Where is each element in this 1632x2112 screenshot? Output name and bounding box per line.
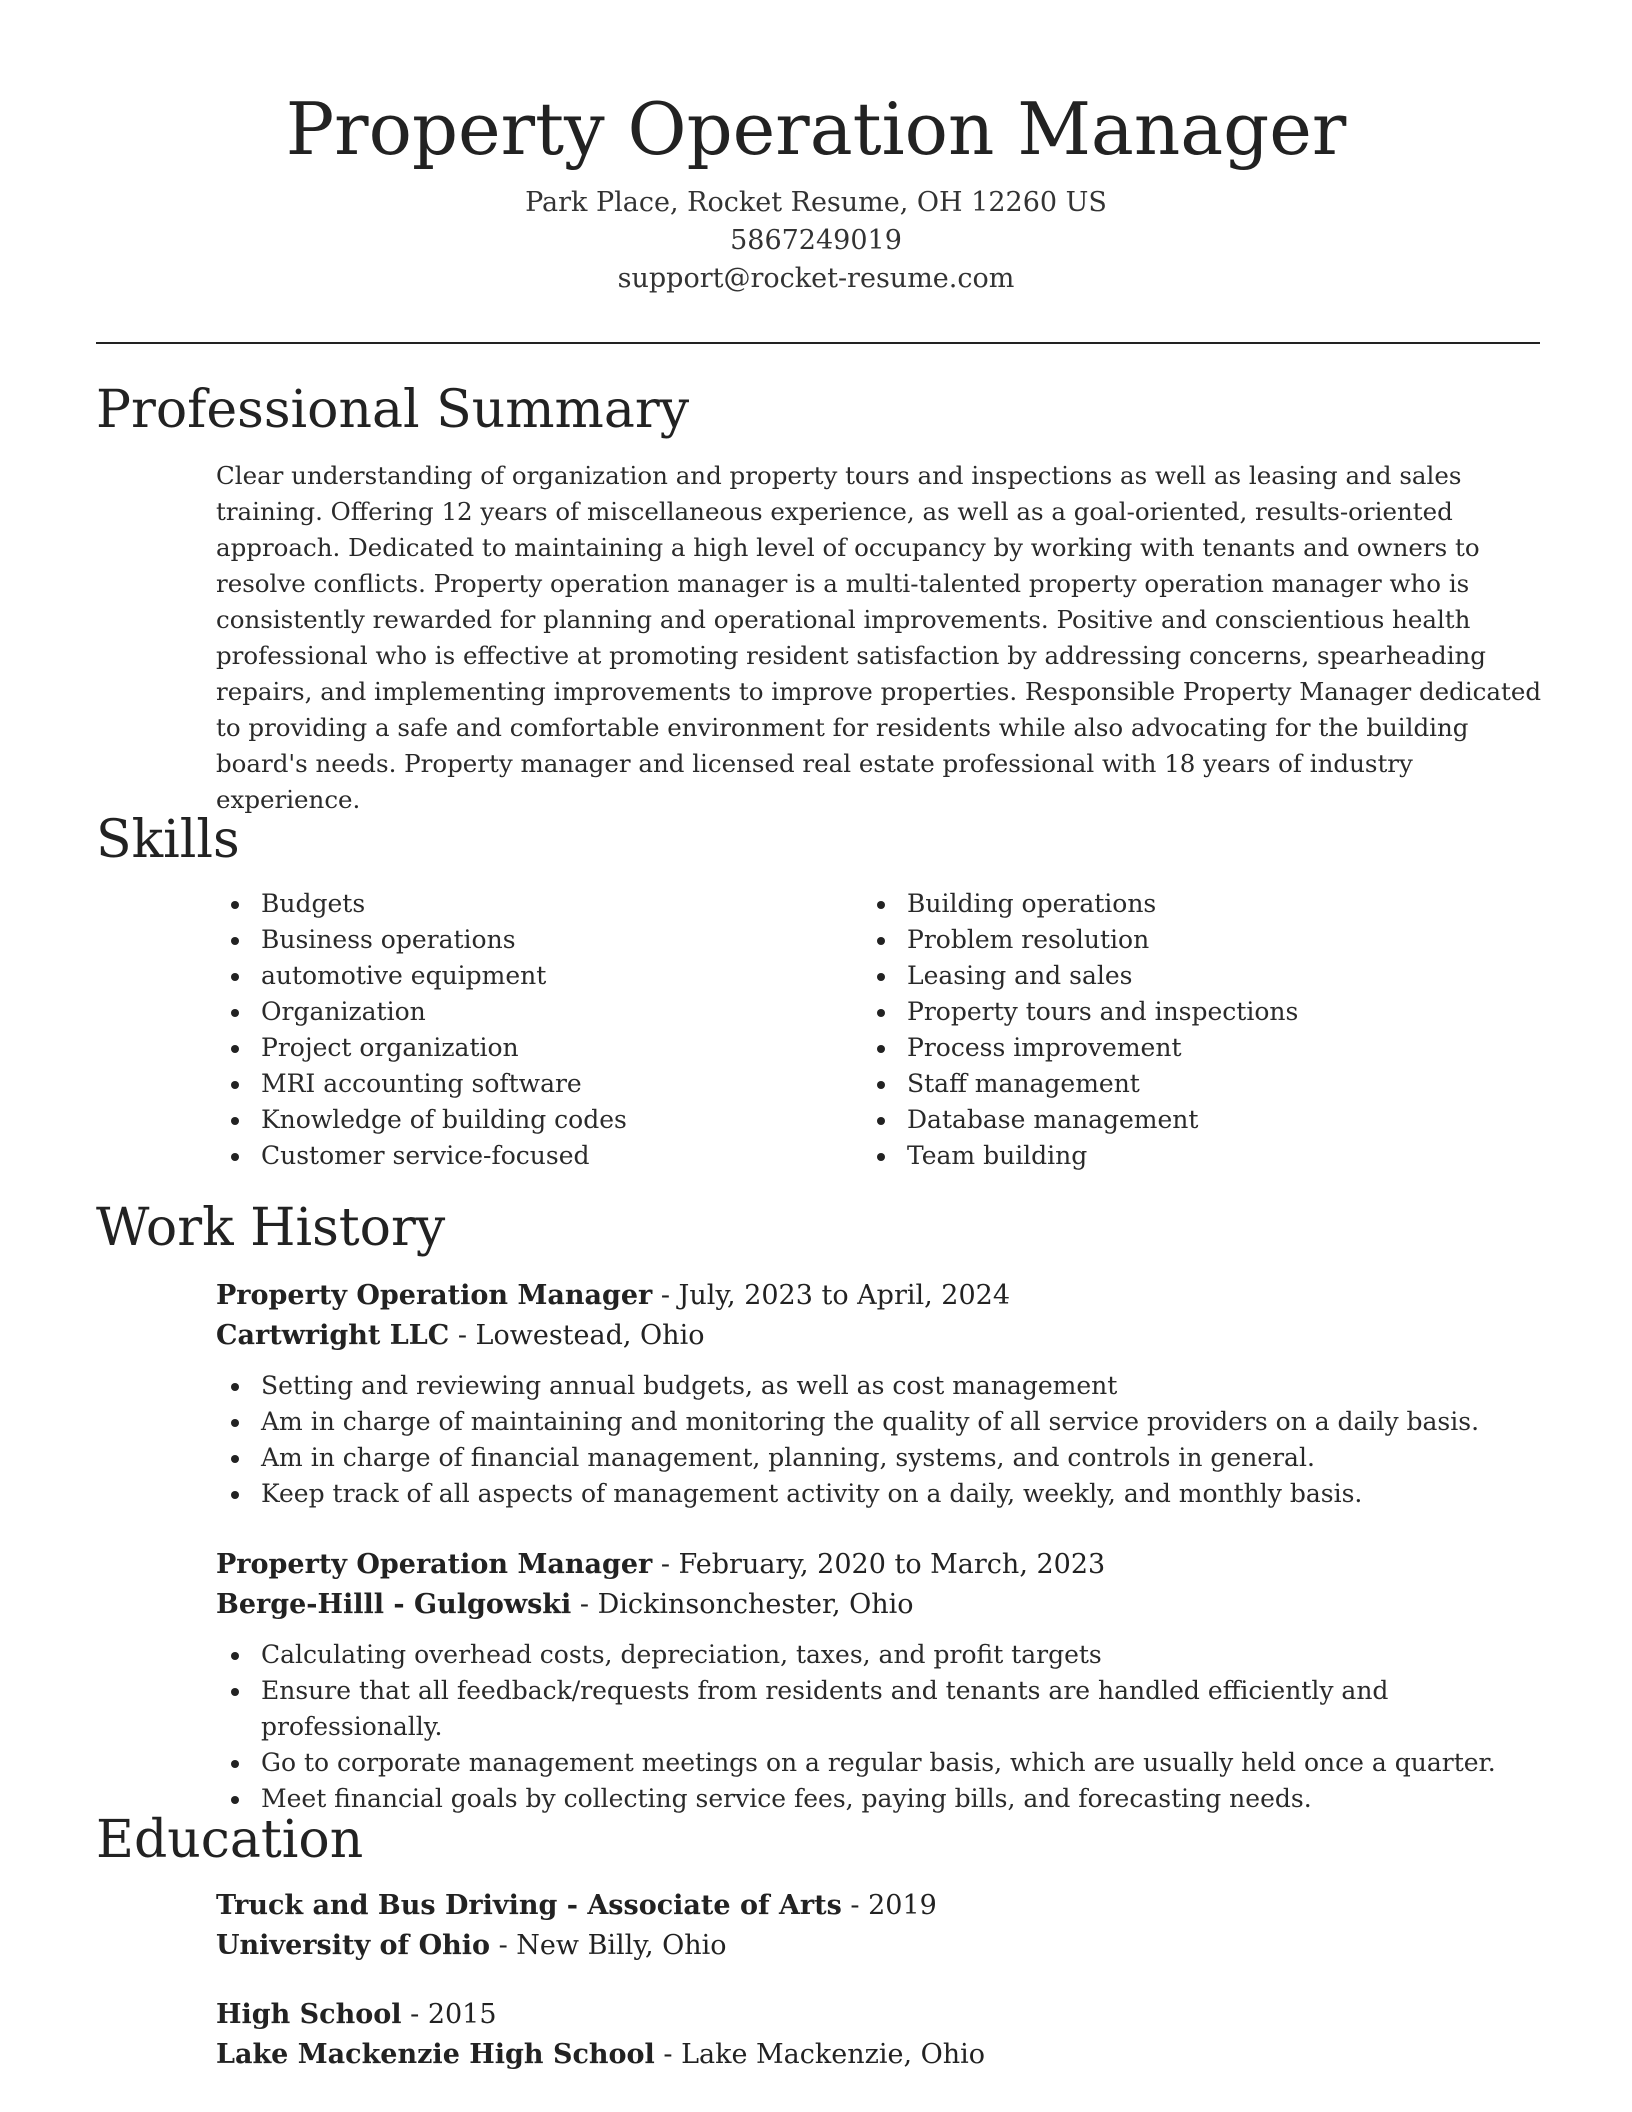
skill-item: automotive equipment [216, 958, 836, 994]
job-company-line [216, 1585, 1546, 1625]
job-company-line [216, 1316, 1546, 1356]
education-school: University of Ohio [216, 1930, 490, 1961]
job-dates: - July, 2023 to April, 2024 [652, 1280, 1011, 1311]
education-degree: High School [216, 1999, 402, 2030]
education-entry [216, 1995, 1546, 2075]
job-title-line [216, 1545, 1546, 1585]
job-duty: Meet financial goals by collecting service fees, paying bills, and forecasting needs. [216, 1781, 1546, 1817]
job-company: Berge-Hilll - Gulgowski [216, 1589, 572, 1620]
candidate-name: Property Operation Manager [285, 87, 1347, 171]
skill-item: Leasing and sales [862, 958, 1482, 994]
education-heading: Education [96, 1810, 364, 1870]
work-history-heading: Work History [96, 1198, 446, 1258]
skill-item: Project organization [216, 1030, 836, 1066]
skill-item: Team building [862, 1138, 1482, 1174]
education-degree-line [216, 1886, 1546, 1926]
job-company: Cartwright LLC [216, 1320, 450, 1351]
job-duty: Calculating overhead costs, depreciation, taxes, and profit targets [216, 1637, 1546, 1673]
job-entry [216, 1276, 1546, 1512]
summary-text: Clear understanding of organization and property tours and inspections as well as leasing and sales training. Offering 12 years of miscellaneous experience, as well as a goal-oriented, results-oriented approach. Dedicated to maintaining a high level of occupancy by working with tenants and owners to resolve conflicts. Property operation manager is a multi-talented property operation manager who is consistently rewarded for planning and operational improvements. Positive and conscientious health professional who is effective at promoting resident satisfaction by addressing concerns, spearheading repairs, and implementing improvements to improve properties. Responsible Property Manager dedicated to providing a safe and comfortable environment for residents while also advocating for the building board's needs. Property manager and licensed real estate professional with 18 years of industry experience. [216, 461, 1542, 814]
contact-email: support@rocket-resume.com [617, 263, 1015, 294]
summary-heading: Professional Summary [96, 380, 690, 440]
job-duty: Am in charge of financial management, planning, systems, and controls in general. [216, 1440, 1546, 1476]
job-duties-list [216, 1637, 1546, 1817]
education-school-line [216, 1926, 1546, 1966]
education-degree: Truck and Bus Driving - Associate of Arts [216, 1890, 842, 1921]
education-location: - New Billy, Ohio [489, 1930, 727, 1961]
contact-address: Park Place, Rocket Resume, OH 12260 US [525, 187, 1107, 218]
skill-item: MRI accounting software [216, 1066, 836, 1102]
skill-item: Building operations [862, 886, 1482, 922]
skill-item: Budgets [216, 886, 836, 922]
job-duties-list [216, 1368, 1546, 1512]
job-role: Property Operation Manager [216, 1280, 653, 1311]
skill-item: Database management [862, 1102, 1482, 1138]
job-location: - Lowestead, Ohio [449, 1320, 705, 1351]
education-entry [216, 1886, 1546, 1966]
resume-header [0, 0, 1632, 298]
skill-item: Staff management [862, 1066, 1482, 1102]
job-duty: Go to corporate management meetings on a regular basis, which are usually held once a quarter. [216, 1745, 1546, 1781]
skills-list-right [862, 886, 1482, 1174]
skills-heading: Skills [96, 810, 240, 870]
education-location: - Lake Mackenzie, Ohio [654, 2039, 986, 2070]
education-degree-line [216, 1995, 1546, 2035]
skill-item: Problem resolution [862, 922, 1482, 958]
job-duty: Setting and reviewing annual budgets, as well as cost management [216, 1368, 1546, 1404]
skill-item: Knowledge of building codes [216, 1102, 836, 1138]
job-entry [216, 1545, 1546, 1817]
job-title-line [216, 1276, 1546, 1316]
contact-phone: 5867249019 [730, 225, 902, 256]
skill-item: Business operations [216, 922, 836, 958]
skill-item: Customer service-focused [216, 1138, 836, 1174]
education-school-line [216, 2035, 1546, 2075]
contact-block [0, 184, 1632, 298]
skill-item: Organization [216, 994, 836, 1030]
education-year: - 2015 [401, 1999, 497, 2030]
job-dates: - February, 2020 to March, 2023 [652, 1549, 1106, 1580]
skill-item: Process improvement [862, 1030, 1482, 1066]
job-duty: Am in charge of maintaining and monitoring the quality of all service providers on a daily basis. [216, 1404, 1546, 1440]
job-role: Property Operation Manager [216, 1549, 653, 1580]
skills-list-left [216, 886, 836, 1174]
education-year: - 2019 [841, 1890, 937, 1921]
education-school: Lake Mackenzie High School [216, 2039, 655, 2070]
job-location: - Dickinsonchester, Ohio [571, 1589, 914, 1620]
job-duty: Keep track of all aspects of management activity on a daily, weekly, and monthly basis. [216, 1476, 1546, 1512]
header-divider [96, 342, 1540, 344]
job-duty: Ensure that all feedback/requests from residents and tenants are handled efficiently and professionally. [216, 1673, 1546, 1745]
skill-item: Property tours and inspections [862, 994, 1482, 1030]
